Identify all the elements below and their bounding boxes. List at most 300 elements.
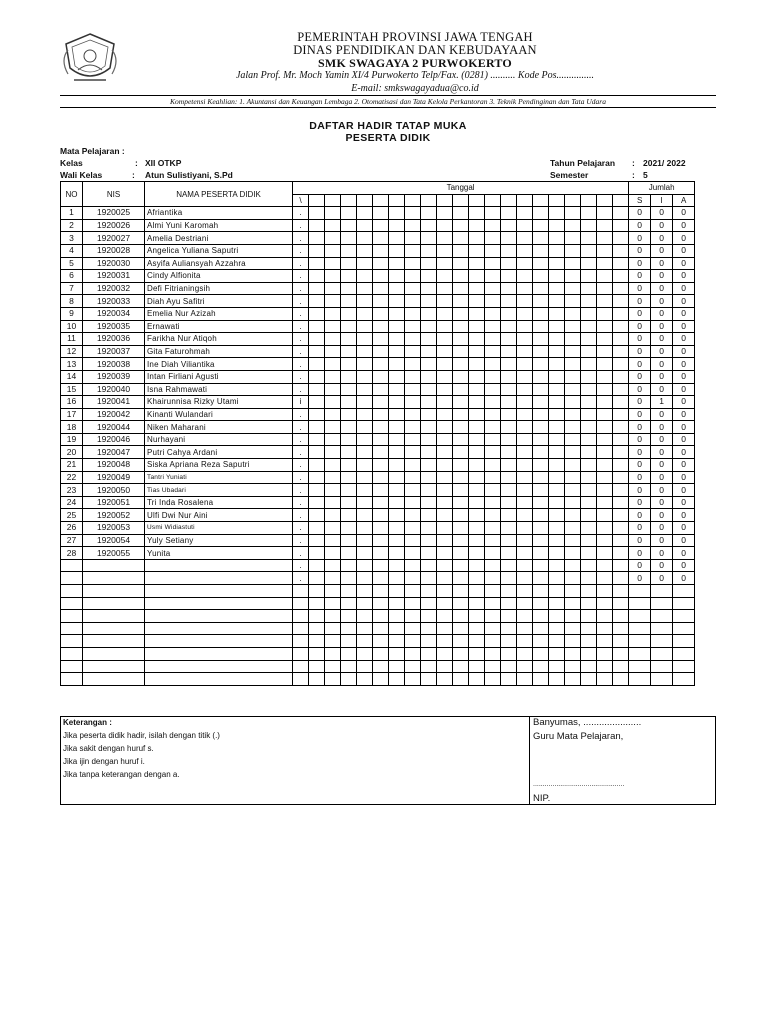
row-no xyxy=(61,610,83,623)
attendance-cell xyxy=(325,496,341,509)
row-alpa: 0 xyxy=(673,421,695,434)
attendance-cell xyxy=(613,270,629,283)
attendance-cell xyxy=(357,383,373,396)
attendance-cell xyxy=(485,232,501,245)
attendance-cell xyxy=(421,522,437,535)
row-sakit: 0 xyxy=(629,320,651,333)
header-divider-bottom xyxy=(60,107,716,108)
attendance-cell xyxy=(469,522,485,535)
table-row xyxy=(61,622,695,635)
attendance-cell xyxy=(389,572,405,585)
attendance-cell xyxy=(405,647,421,660)
attendance-cell xyxy=(341,622,357,635)
row-alpa: 0 xyxy=(673,547,695,560)
row-ijin xyxy=(651,610,673,623)
attendance-cell xyxy=(373,383,389,396)
attendance-cell xyxy=(485,635,501,648)
attendance-cell xyxy=(341,559,357,572)
attendance-cell xyxy=(437,345,453,358)
attendance-cell xyxy=(549,622,565,635)
attendance-cell xyxy=(389,647,405,660)
attendance-cell xyxy=(357,572,373,585)
attendance-cell xyxy=(357,622,373,635)
attendance-cell xyxy=(565,257,581,270)
attendance-cell xyxy=(533,534,549,547)
row-alpa xyxy=(673,660,695,673)
attendance-cell xyxy=(533,622,549,635)
attendance-cell xyxy=(565,559,581,572)
attendance-cell xyxy=(485,660,501,673)
date-cell xyxy=(597,194,613,207)
attendance-cell xyxy=(373,522,389,535)
attendance-cell xyxy=(533,207,549,220)
attendance-cell xyxy=(357,585,373,598)
attendance-cell xyxy=(357,559,373,572)
row-name: Kinanti Wulandari xyxy=(145,408,293,421)
attendance-cell xyxy=(437,433,453,446)
attendance-cell xyxy=(437,522,453,535)
row-no: 6 xyxy=(61,270,83,283)
table-row xyxy=(61,484,695,497)
attendance-cell xyxy=(501,307,517,320)
attendance-cell xyxy=(469,622,485,635)
attendance-cell xyxy=(517,295,533,308)
attendance-cell xyxy=(389,597,405,610)
attendance-cell xyxy=(357,647,373,660)
attendance-cell xyxy=(325,383,341,396)
date-cell xyxy=(373,194,389,207)
attendance-cell xyxy=(533,358,549,371)
row-alpa: 0 xyxy=(673,370,695,383)
attendance-cell xyxy=(549,270,565,283)
attendance-cell xyxy=(437,610,453,623)
row-alpa: 0 xyxy=(673,358,695,371)
attendance-cell xyxy=(389,383,405,396)
attendance-cell xyxy=(293,585,309,598)
attendance-cell xyxy=(405,635,421,648)
attendance-cell xyxy=(421,496,437,509)
attendance-cell xyxy=(357,484,373,497)
row-no xyxy=(61,647,83,660)
keterangan-divider xyxy=(529,717,530,804)
attendance-cell xyxy=(533,370,549,383)
attendance-cell xyxy=(325,522,341,535)
attendance-cell xyxy=(437,547,453,560)
row-alpa: 0 xyxy=(673,484,695,497)
date-cell xyxy=(453,194,469,207)
attendance-cell xyxy=(453,333,469,346)
attendance-cell xyxy=(421,207,437,220)
attendance-cell xyxy=(309,408,325,421)
attendance-cell xyxy=(613,622,629,635)
attendance-cell xyxy=(549,610,565,623)
attendance-cell xyxy=(341,471,357,484)
attendance-cell xyxy=(485,585,501,598)
row-name: Intan Firliani Agusti xyxy=(145,370,293,383)
attendance-cell xyxy=(341,207,357,220)
row-sakit: 0 xyxy=(629,307,651,320)
row-sakit xyxy=(629,597,651,610)
row-name: Nurhayani xyxy=(145,433,293,446)
attendance-cell xyxy=(405,559,421,572)
keterangan-line-ijin: Jika ijin dengan huruf i. xyxy=(63,757,145,766)
attendance-cell xyxy=(597,534,613,547)
attendance-cell xyxy=(373,660,389,673)
row-alpa: 0 xyxy=(673,257,695,270)
attendance-cell: . xyxy=(293,459,309,472)
row-nis: 1920036 xyxy=(83,333,145,346)
attendance-cell xyxy=(517,484,533,497)
attendance-cell xyxy=(405,459,421,472)
row-no: 23 xyxy=(61,484,83,497)
attendance-cell xyxy=(453,585,469,598)
row-name: Defi Fitrianingsih xyxy=(145,282,293,295)
tahun-pelajaran-label: Tahun Pelajaran xyxy=(550,158,616,168)
attendance-cell xyxy=(341,610,357,623)
attendance-cell: . xyxy=(293,244,309,257)
row-no: 12 xyxy=(61,345,83,358)
attendance-cell xyxy=(357,673,373,686)
attendance-cell xyxy=(597,572,613,585)
attendance-cell xyxy=(613,459,629,472)
row-no: 16 xyxy=(61,396,83,409)
attendance-cell xyxy=(501,509,517,522)
table-row xyxy=(61,559,695,572)
table-row xyxy=(61,383,695,396)
row-name: Emelia Nur Azizah xyxy=(145,307,293,320)
row-alpa: 0 xyxy=(673,320,695,333)
attendance-cell xyxy=(533,446,549,459)
attendance-cell xyxy=(581,484,597,497)
attendance-cell xyxy=(309,484,325,497)
attendance-cell xyxy=(533,345,549,358)
attendance-cell xyxy=(517,509,533,522)
attendance-cell xyxy=(341,572,357,585)
row-no xyxy=(61,635,83,648)
attendance-cell xyxy=(533,307,549,320)
attendance-cell xyxy=(517,408,533,421)
attendance-cell xyxy=(517,610,533,623)
attendance-cell xyxy=(485,421,501,434)
attendance-cell xyxy=(597,383,613,396)
attendance-cell xyxy=(549,396,565,409)
attendance-cell xyxy=(389,396,405,409)
row-no xyxy=(61,673,83,686)
attendance-cell xyxy=(613,320,629,333)
attendance-cell xyxy=(357,282,373,295)
attendance-cell xyxy=(453,270,469,283)
attendance-cell xyxy=(469,496,485,509)
attendance-cell xyxy=(581,383,597,396)
attendance-cell xyxy=(293,660,309,673)
attendance-cell xyxy=(581,257,597,270)
attendance-cell xyxy=(501,459,517,472)
attendance-cell xyxy=(389,673,405,686)
attendance-cell xyxy=(341,295,357,308)
row-ijin: 0 xyxy=(651,421,673,434)
attendance-cell xyxy=(501,408,517,421)
attendance-cell xyxy=(405,547,421,560)
attendance-cell xyxy=(597,270,613,283)
attendance-cell xyxy=(453,358,469,371)
attendance-cell xyxy=(453,597,469,610)
attendance-cell xyxy=(613,660,629,673)
row-ijin: 0 xyxy=(651,522,673,535)
attendance-cell xyxy=(373,484,389,497)
tahun-pelajaran-value: 2021/ 2022 xyxy=(643,158,686,168)
attendance-cell xyxy=(357,219,373,232)
attendance-cell xyxy=(389,295,405,308)
attendance-cell xyxy=(389,610,405,623)
row-alpa xyxy=(673,585,695,598)
row-name: Tias Ubadari xyxy=(145,484,293,497)
attendance-cell xyxy=(405,471,421,484)
attendance-cell xyxy=(581,559,597,572)
row-sakit: 0 xyxy=(629,522,651,535)
attendance-cell xyxy=(293,622,309,635)
attendance-cell xyxy=(437,673,453,686)
table-header-row xyxy=(61,182,695,195)
attendance-cell xyxy=(373,559,389,572)
attendance-cell xyxy=(613,522,629,535)
attendance-cell xyxy=(597,471,613,484)
row-alpa: 0 xyxy=(673,207,695,220)
attendance-cell xyxy=(373,358,389,371)
attendance-cell xyxy=(501,673,517,686)
attendance-cell xyxy=(373,219,389,232)
row-sakit: 0 xyxy=(629,333,651,346)
attendance-cell xyxy=(453,295,469,308)
attendance-cell xyxy=(501,333,517,346)
signature-nip: NIP. xyxy=(533,793,551,804)
row-no: 19 xyxy=(61,433,83,446)
attendance-cell xyxy=(389,484,405,497)
attendance-cell xyxy=(373,408,389,421)
row-no xyxy=(61,660,83,673)
attendance-cell xyxy=(597,610,613,623)
attendance-cell xyxy=(549,635,565,648)
attendance-cell xyxy=(437,496,453,509)
attendance-cell: . xyxy=(293,522,309,535)
attendance-cell xyxy=(565,433,581,446)
attendance-cell xyxy=(533,295,549,308)
attendance-cell xyxy=(565,635,581,648)
attendance-cell xyxy=(325,282,341,295)
attendance-cell: . xyxy=(293,408,309,421)
row-sakit: 0 xyxy=(629,345,651,358)
row-alpa: 0 xyxy=(673,333,695,346)
attendance-cell xyxy=(437,509,453,522)
attendance-cell xyxy=(469,509,485,522)
attendance-cell xyxy=(613,446,629,459)
row-no: 26 xyxy=(61,522,83,535)
date-cell xyxy=(613,194,629,207)
attendance-cell xyxy=(341,408,357,421)
attendance-cell xyxy=(613,534,629,547)
attendance-cell xyxy=(581,345,597,358)
attendance-cell xyxy=(309,585,325,598)
wali-kelas-label: Wali Kelas xyxy=(60,170,103,180)
attendance-cell xyxy=(565,219,581,232)
attendance-cell xyxy=(341,433,357,446)
attendance-cell xyxy=(389,446,405,459)
table-row xyxy=(61,471,695,484)
attendance-cell xyxy=(597,635,613,648)
row-nis: 1920047 xyxy=(83,446,145,459)
attendance-cell xyxy=(517,320,533,333)
attendance-cell xyxy=(405,333,421,346)
date-cell xyxy=(501,194,517,207)
row-no: 18 xyxy=(61,421,83,434)
attendance-cell xyxy=(309,421,325,434)
row-nis xyxy=(83,559,145,572)
attendance-cell xyxy=(597,496,613,509)
attendance-cell xyxy=(453,635,469,648)
attendance-cell xyxy=(389,370,405,383)
attendance-cell xyxy=(437,295,453,308)
attendance-cell xyxy=(309,660,325,673)
attendance-cell xyxy=(517,635,533,648)
attendance-cell xyxy=(389,219,405,232)
attendance-cell: . xyxy=(293,559,309,572)
attendance-cell xyxy=(421,383,437,396)
attendance-cell xyxy=(533,484,549,497)
attendance-cell xyxy=(517,597,533,610)
row-alpa: 0 xyxy=(673,534,695,547)
attendance-cell xyxy=(389,433,405,446)
row-name: Diah Ayu Safitri xyxy=(145,295,293,308)
attendance-cell xyxy=(405,585,421,598)
attendance-cell xyxy=(565,270,581,283)
attendance-cell xyxy=(373,610,389,623)
date-cell: \ xyxy=(293,194,309,207)
attendance-cell xyxy=(581,496,597,509)
attendance-cell xyxy=(565,333,581,346)
row-no: 20 xyxy=(61,446,83,459)
kelas-colon: : xyxy=(135,158,138,168)
attendance-cell xyxy=(405,509,421,522)
row-sakit: 0 xyxy=(629,534,651,547)
attendance-cell xyxy=(437,572,453,585)
attendance-cell xyxy=(517,647,533,660)
row-name: Ine Diah Viliantika xyxy=(145,358,293,371)
attendance-cell xyxy=(597,282,613,295)
attendance-cell xyxy=(469,320,485,333)
attendance-cell xyxy=(517,257,533,270)
table-row xyxy=(61,295,695,308)
attendance-cell xyxy=(341,244,357,257)
attendance-cell xyxy=(389,471,405,484)
row-name: Ernawati xyxy=(145,320,293,333)
attendance-cell xyxy=(437,307,453,320)
attendance-cell xyxy=(405,534,421,547)
attendance-cell xyxy=(357,307,373,320)
attendance-cell xyxy=(309,383,325,396)
attendance-cell: . xyxy=(293,534,309,547)
row-no: 4 xyxy=(61,244,83,257)
attendance-cell xyxy=(341,647,357,660)
attendance-cell xyxy=(533,421,549,434)
row-sakit: 0 xyxy=(629,408,651,421)
attendance-cell xyxy=(469,244,485,257)
attendance-cell: . xyxy=(293,547,309,560)
attendance-cell xyxy=(565,660,581,673)
attendance-cell xyxy=(533,610,549,623)
row-nis: 1920042 xyxy=(83,408,145,421)
attendance-cell xyxy=(405,496,421,509)
attendance-cell xyxy=(485,358,501,371)
attendance-cell xyxy=(421,471,437,484)
attendance-cell xyxy=(501,383,517,396)
attendance-cell xyxy=(373,635,389,648)
attendance-cell xyxy=(421,572,437,585)
attendance-cell xyxy=(565,446,581,459)
attendance-cell xyxy=(453,421,469,434)
attendance-cell xyxy=(437,534,453,547)
attendance-cell xyxy=(533,383,549,396)
attendance-cell xyxy=(613,282,629,295)
attendance-cell xyxy=(389,232,405,245)
attendance-cell: . xyxy=(293,295,309,308)
attendance-cell xyxy=(501,647,517,660)
attendance-cell xyxy=(517,547,533,560)
attendance-cell xyxy=(469,647,485,660)
attendance-cell xyxy=(453,408,469,421)
attendance-cell xyxy=(325,396,341,409)
attendance-cell xyxy=(373,232,389,245)
attendance-cell xyxy=(549,244,565,257)
attendance-cell xyxy=(293,635,309,648)
attendance-cell xyxy=(485,333,501,346)
attendance-cell xyxy=(341,673,357,686)
attendance-cell xyxy=(325,471,341,484)
row-alpa: 0 xyxy=(673,219,695,232)
attendance-cell xyxy=(341,270,357,283)
attendance-cell xyxy=(309,270,325,283)
attendance-cell xyxy=(533,232,549,245)
attendance-cell xyxy=(469,396,485,409)
attendance-cell xyxy=(613,396,629,409)
table-row xyxy=(61,282,695,295)
attendance-cell xyxy=(581,522,597,535)
attendance-cell xyxy=(405,270,421,283)
row-name xyxy=(145,647,293,660)
table-row xyxy=(61,433,695,446)
attendance-cell xyxy=(389,559,405,572)
attendance-cell xyxy=(421,484,437,497)
row-no: 27 xyxy=(61,534,83,547)
attendance-cell xyxy=(325,534,341,547)
wali-kelas-colon: : xyxy=(132,170,135,180)
attendance-cell xyxy=(421,597,437,610)
row-name: Amelia Destriani xyxy=(145,232,293,245)
row-sakit: 0 xyxy=(629,509,651,522)
attendance-cell xyxy=(357,509,373,522)
row-ijin: 0 xyxy=(651,433,673,446)
attendance-cell xyxy=(597,484,613,497)
attendance-cell xyxy=(549,219,565,232)
attendance-cell xyxy=(565,509,581,522)
attendance-cell xyxy=(485,597,501,610)
attendance-cell xyxy=(453,207,469,220)
attendance-cell xyxy=(373,585,389,598)
date-cell xyxy=(421,194,437,207)
row-ijin: 0 xyxy=(651,496,673,509)
attendance-cell xyxy=(565,232,581,245)
attendance-cell xyxy=(453,534,469,547)
attendance-cell xyxy=(389,635,405,648)
attendance-cell xyxy=(517,282,533,295)
